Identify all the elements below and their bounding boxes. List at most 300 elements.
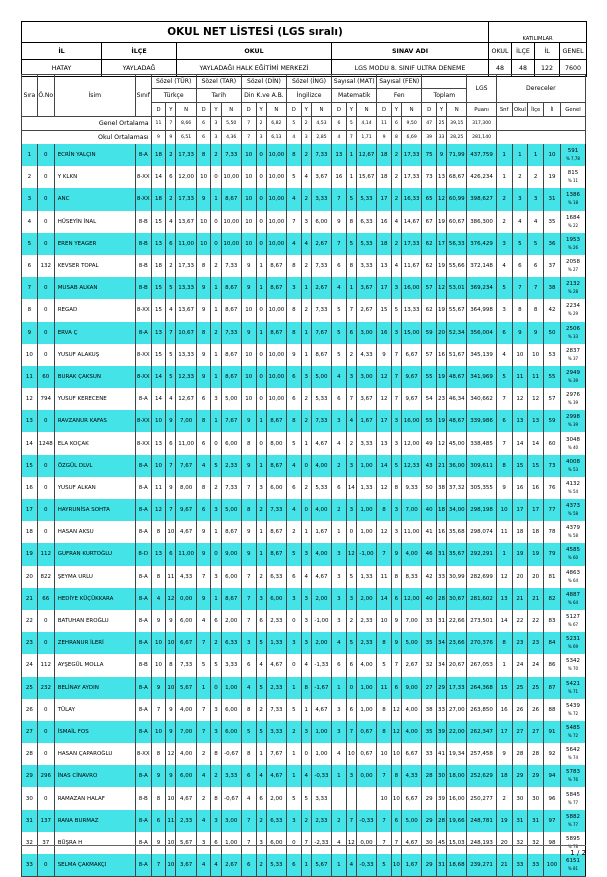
net-value-cell: 5 — [287, 166, 302, 188]
net-value-cell: 0,67 — [356, 721, 376, 743]
net-value-cell: 4,00 — [402, 721, 422, 743]
net-value-cell: 6,67 — [402, 344, 422, 366]
rank-value-cell: 23 — [528, 632, 544, 654]
net-value-cell: 40 — [422, 499, 437, 521]
rank-value-cell: 88 — [544, 699, 561, 721]
general-rank-value: 5882 — [565, 813, 580, 820]
net-value-cell: 10 — [166, 854, 176, 877]
average-value: 47 — [422, 117, 437, 131]
net-value-cell: 1 — [287, 677, 302, 699]
net-value-cell: 3 — [346, 499, 356, 521]
rank-cell: 17 — [22, 499, 38, 521]
table-row — [22, 366, 586, 388]
table-row — [22, 832, 586, 854]
net-value-cell: 22,00 — [447, 721, 467, 743]
net-value-cell: 14 — [377, 588, 392, 610]
net-value-cell: 7,00 — [176, 410, 196, 432]
rank-value-cell: 4 — [496, 255, 512, 277]
net-value-cell: 10 — [391, 854, 401, 877]
net-value-cell: -0,33 — [311, 765, 331, 787]
average-value: 3 — [211, 131, 221, 145]
net-value-cell: 3 — [287, 277, 302, 299]
net-value-cell: 16,00 — [447, 787, 467, 809]
net-value-cell: 7,33 — [221, 144, 241, 166]
net-value-cell: 9 — [196, 188, 211, 210]
net-value-cell: 14 — [377, 455, 392, 477]
general-rank-value: 1386 — [565, 192, 580, 199]
table-row — [22, 521, 586, 543]
class-cell: 8-XX — [135, 743, 151, 765]
general-rank-value: 5845 — [565, 791, 580, 798]
net-value-cell: 9 — [241, 543, 256, 565]
net-value-cell: 5,67 — [176, 832, 196, 854]
net-value-cell: 1,67 — [311, 521, 331, 543]
net-value-cell: 10 — [166, 632, 176, 654]
net-value-cell: 15,00 — [402, 322, 422, 344]
net-value-cell: 15 — [151, 211, 166, 233]
net-value-cell: 5,00 — [221, 499, 241, 521]
general-rank-cell — [560, 854, 585, 877]
net-value-cell: 17,33 — [447, 677, 467, 699]
net-value-cell: 7 — [377, 543, 392, 565]
dyn-label: D — [287, 103, 302, 117]
lgs-score-cell: 369,234 — [467, 277, 496, 299]
net-value-cell: -0,67 — [221, 743, 241, 765]
net-value-cell: 5,33 — [266, 854, 286, 877]
general-rank-percent: % 28 — [567, 289, 579, 295]
net-value-cell: 1 — [211, 521, 221, 543]
net-value-cell: 9 — [166, 765, 176, 787]
net-value-cell: 8 — [287, 299, 302, 321]
net-value-cell: 3,00 — [356, 366, 376, 388]
table-row — [22, 188, 586, 210]
rank-value-cell: 78 — [544, 521, 561, 543]
katilim-okul-value: 48 — [489, 60, 512, 77]
net-value-cell: 2,00 — [221, 610, 241, 632]
net-value-cell: 57 — [422, 344, 437, 366]
net-value-cell: 8 — [151, 743, 166, 765]
rank-value-cell: 1 — [528, 144, 544, 166]
net-value-cell: 2 — [301, 810, 311, 832]
net-value-cell: 9 — [151, 610, 166, 632]
net-value-cell: 7 — [377, 810, 392, 832]
net-value-cell: 6,00 — [221, 699, 241, 721]
net-value-cell: 2 — [211, 477, 221, 499]
rank-value-cell: 76 — [544, 477, 561, 499]
student-name-cell: RAMAZAN HALAF — [54, 787, 135, 809]
net-value-cell: 2,00 — [311, 588, 331, 610]
average-value: 6,82 — [266, 117, 286, 131]
net-value-cell: 5,33 — [311, 388, 331, 410]
net-value-cell: 1 — [301, 432, 311, 454]
general-rank-percent: % 72 — [567, 732, 579, 738]
rank-value-cell: 55 — [544, 366, 561, 388]
general-rank-value: 815 — [567, 170, 579, 177]
rank-value-cell: 18 — [496, 765, 512, 787]
general-rank-cell — [560, 743, 585, 765]
net-value-cell: -0,67 — [221, 787, 241, 809]
dyn-label: D — [196, 103, 211, 117]
net-value-cell: 3 — [211, 566, 221, 588]
net-value-cell: 10 — [241, 188, 256, 210]
average-value: 3 — [211, 117, 221, 131]
general-rank-percent: % 69 — [567, 644, 579, 650]
average-value: 6 — [196, 117, 211, 131]
net-value-cell: 3,67 — [176, 854, 196, 877]
rank-value-cell: 10 — [544, 144, 561, 166]
lgs-score-cell: 250,277 — [467, 787, 496, 809]
net-value-cell: 6 — [287, 388, 302, 410]
net-value-cell: 10 — [241, 211, 256, 233]
general-rank-value: 5342 — [565, 658, 580, 665]
net-value-cell: 7 — [166, 322, 176, 344]
net-value-cell: 9 — [151, 832, 166, 854]
general-rank-cell — [560, 677, 585, 699]
general-rank-cell — [560, 188, 585, 210]
net-value-cell: 3 — [301, 366, 311, 388]
net-value-cell: 4 — [301, 566, 311, 588]
net-value-cell: 4,00 — [176, 743, 196, 765]
net-value-cell: 3,33 — [311, 787, 331, 809]
general-rank-value: 2234 — [565, 303, 580, 310]
net-value-cell: 7 — [196, 699, 211, 721]
net-value-cell: 9 — [196, 299, 211, 321]
average-value: 11 — [151, 117, 166, 131]
net-value-cell: 8 — [346, 211, 356, 233]
net-value-cell: 18 — [151, 144, 166, 166]
rank-cell: 21 — [22, 588, 38, 610]
net-value-cell: 4,33 — [356, 344, 376, 366]
net-value-cell: 0 — [301, 499, 311, 521]
net-value-cell: 18 — [151, 255, 166, 277]
net-value-cell: 35,67 — [447, 543, 467, 565]
net-value-cell: 3 — [332, 543, 347, 565]
net-value-cell: 1 — [346, 166, 356, 188]
general-rank-percent: % 81 — [567, 866, 579, 872]
net-value-cell: 4 — [332, 366, 347, 388]
student-no-cell: 0 — [37, 499, 54, 521]
net-value-cell: 7 — [391, 832, 401, 854]
net-value-cell: 41 — [422, 521, 437, 543]
net-value-cell: 7 — [391, 344, 401, 366]
net-value-cell: 0 — [256, 388, 266, 410]
net-value-cell: 8 — [196, 144, 211, 166]
net-value-cell: 4 — [332, 277, 347, 299]
net-value-cell: 0 — [256, 344, 266, 366]
net-value-cell: 10 — [377, 743, 392, 765]
net-list-table — [21, 74, 586, 877]
net-value-cell: 51,67 — [447, 344, 467, 366]
net-value-cell: 1 — [332, 677, 347, 699]
general-rank-percent: % 18 — [567, 200, 579, 206]
rank-value-cell: 21 — [528, 588, 544, 610]
class-cell: 8-B — [135, 277, 151, 299]
net-value-cell: 6,00 — [266, 477, 286, 499]
general-rank-value: 4887 — [565, 591, 580, 598]
dyn-label: Y — [166, 103, 176, 117]
net-value-cell: 18 — [436, 499, 446, 521]
net-value-cell: 6,33 — [356, 211, 376, 233]
net-value-cell: 4 — [241, 787, 256, 809]
general-rank-value: 5421 — [565, 680, 580, 687]
net-value-cell: 2 — [301, 188, 311, 210]
rank-value-cell: 8 — [512, 299, 528, 321]
student-no-cell: 0 — [37, 610, 54, 632]
net-value-cell: 6,67 — [402, 743, 422, 765]
net-value-cell: 5 — [241, 721, 256, 743]
net-value-cell: 10,00 — [266, 233, 286, 255]
average-value: 6 — [391, 117, 401, 131]
student-no-cell: 0 — [37, 477, 54, 499]
student-name-cell: ELA KOÇAK — [54, 432, 135, 454]
lgs-score-cell: 341,969 — [467, 366, 496, 388]
net-value-cell: 2 — [332, 810, 347, 832]
net-value-cell: 1 — [256, 455, 266, 477]
net-value-cell: 6 — [151, 810, 166, 832]
net-value-cell: 13 — [151, 233, 166, 255]
group-blank — [422, 75, 467, 89]
dyn-label: N — [221, 103, 241, 117]
rank-value-cell: 6 — [528, 255, 544, 277]
table-row — [22, 322, 586, 344]
net-value-cell: 14,67 — [402, 211, 422, 233]
net-value-cell: 23 — [436, 388, 446, 410]
rank-cell: 14 — [22, 432, 38, 454]
rank-value-cell: 23 — [512, 632, 528, 654]
table-row — [22, 699, 586, 721]
net-value-cell: 3 — [241, 632, 256, 654]
student-name-cell: AYŞEGÜL MOLLA — [54, 654, 135, 676]
rank-value-cell: 31 — [528, 810, 544, 832]
net-value-cell: 0 — [211, 432, 221, 454]
net-value-cell: 18 — [377, 166, 392, 188]
net-value-cell: 62 — [422, 299, 437, 321]
general-rank-cell — [560, 566, 585, 588]
rank-value-cell: 7 — [496, 432, 512, 454]
lgs-score-cell: 437,759 — [467, 144, 496, 166]
net-value-cell: 5 — [391, 299, 401, 321]
net-value-cell: 10 — [196, 166, 211, 188]
net-value-cell: 9 — [196, 277, 211, 299]
page-number: 1 / 2 — [570, 849, 586, 857]
net-value-cell: 55 — [422, 410, 437, 432]
rank-value-cell: 3 — [496, 233, 512, 255]
rank-cell: 33 — [22, 854, 38, 877]
net-value-cell: 4,00 — [356, 654, 376, 676]
rank-value-cell: 86 — [544, 654, 561, 676]
net-value-cell: 7 — [151, 699, 166, 721]
general-rank-percent: % 11 — [567, 178, 579, 184]
net-value-cell: 8 — [287, 410, 302, 432]
net-value-cell: 18 — [151, 188, 166, 210]
net-value-cell: 1 — [332, 765, 347, 787]
net-value-cell: 3 — [332, 588, 347, 610]
lgs-score-cell: 239,271 — [467, 854, 496, 877]
student-no-cell: 112 — [37, 543, 54, 565]
net-value-cell: 6,00 — [266, 588, 286, 610]
student-name-cell: İNAS CİNAVRO — [54, 765, 135, 787]
net-value-cell: 2 — [211, 255, 221, 277]
net-value-cell: 4 — [256, 654, 266, 676]
general-rank-value: 6151 — [565, 858, 580, 865]
dyn-label: N — [447, 103, 467, 117]
average-row-genel — [22, 117, 586, 131]
net-value-cell: 35,68 — [447, 521, 467, 543]
subject-din: Din K.ve A.B. — [241, 89, 286, 103]
net-value-cell: -1,33 — [311, 654, 331, 676]
net-value-cell: 2 — [346, 344, 356, 366]
rank-value-cell: 19 — [528, 543, 544, 565]
net-value-cell: 4 — [301, 233, 311, 255]
student-no-cell: 0 — [37, 632, 54, 654]
net-value-cell: 4,00 — [402, 699, 422, 721]
net-value-cell: 35 — [422, 632, 437, 654]
average-value: 9 — [151, 131, 166, 145]
net-value-cell: 6 — [391, 810, 401, 832]
net-value-cell: 1 — [301, 521, 311, 543]
average-value: 5,50 — [221, 117, 241, 131]
rank-value-cell: 96 — [544, 787, 561, 809]
net-value-cell: 10 — [241, 344, 256, 366]
net-value-cell: 3,00 — [356, 322, 376, 344]
net-value-cell: 7 — [346, 388, 356, 410]
general-rank-value: 2998 — [565, 414, 580, 421]
general-rank-cell — [560, 654, 585, 676]
rank-value-cell: 27 — [528, 721, 544, 743]
net-value-cell: 8 — [377, 699, 392, 721]
rank-value-cell: 11 — [528, 366, 544, 388]
lgs-score-cell: 298,074 — [467, 521, 496, 543]
group-ing: Sözel (İNG) — [287, 75, 332, 89]
net-value-cell: 8 — [391, 566, 401, 588]
rank-value-cell: 42 — [544, 299, 561, 321]
net-value-cell: 11,67 — [402, 255, 422, 277]
net-value-cell: 8,67 — [221, 521, 241, 543]
net-value-cell: 9 — [166, 610, 176, 632]
rank-value-cell: 19 — [512, 543, 528, 565]
rank-value-cell: 10 — [512, 344, 528, 366]
net-value-cell: 13,33 — [176, 277, 196, 299]
net-value-cell: 10,00 — [266, 299, 286, 321]
general-rank-percent: % 58 — [567, 511, 579, 517]
class-cell: 8-XX — [135, 166, 151, 188]
net-value-cell: 3,33 — [356, 432, 376, 454]
net-value-cell: 17,33 — [402, 144, 422, 166]
net-value-cell: 6,67 — [176, 632, 196, 654]
general-rank-cell — [560, 410, 585, 432]
net-value-cell: 1 — [211, 188, 221, 210]
rank-value-cell: 37 — [544, 255, 561, 277]
net-value-cell: 7 — [196, 632, 211, 654]
net-value-cell: 10 — [196, 233, 211, 255]
net-value-cell: 11,00 — [402, 521, 422, 543]
class-cell: 8-A — [135, 588, 151, 610]
net-value-cell: 6 — [166, 233, 176, 255]
rank-value-cell: 18 — [528, 521, 544, 543]
student-no-cell: 0 — [37, 521, 54, 543]
lgs-score-cell: 376,429 — [467, 233, 496, 255]
student-name-cell: ECRİN YALÇIN — [54, 144, 135, 166]
net-value-cell: 2,33 — [266, 610, 286, 632]
rank-cell: 30 — [22, 787, 38, 809]
net-value-cell: 1 — [346, 277, 356, 299]
net-value-cell: 9 — [196, 344, 211, 366]
dyn-label: Y — [211, 103, 221, 117]
student-no-cell: 0 — [37, 322, 54, 344]
dyn-label: N — [266, 103, 286, 117]
table-row — [22, 144, 586, 166]
net-value-cell: 15,03 — [447, 832, 467, 854]
class-cell: 8-A — [135, 388, 151, 410]
average-value: 7 — [241, 131, 256, 145]
rank-value-cell: 30 — [528, 787, 544, 809]
net-value-cell: 0 — [256, 432, 266, 454]
net-value-cell: 8 — [196, 322, 211, 344]
katilim-genel-label: GENEL — [560, 43, 587, 60]
general-rank-cell — [560, 388, 585, 410]
dyn-label: D — [241, 103, 256, 117]
net-value-cell: 13 — [436, 166, 446, 188]
average-value: 2,85 — [311, 131, 331, 145]
net-value-cell: 5,33 — [311, 477, 331, 499]
general-rank-cell — [560, 322, 585, 344]
general-rank-cell — [560, 277, 585, 299]
general-rank-value: 2976 — [565, 392, 580, 399]
rank-cell: 22 — [22, 610, 38, 632]
net-value-cell: 8,67 — [221, 344, 241, 366]
class-cell: 8-XX — [135, 410, 151, 432]
lgs-score-cell: 372,148 — [467, 255, 496, 277]
net-value-cell: 55,66 — [447, 255, 467, 277]
rank-value-cell: 82 — [544, 588, 561, 610]
rank-value-cell: 7 — [496, 388, 512, 410]
net-value-cell: 3 — [287, 810, 302, 832]
il-value: HATAY — [22, 60, 102, 77]
net-value-cell: 8,67 — [221, 299, 241, 321]
net-value-cell: 9,67 — [402, 366, 422, 388]
net-value-cell: 8 — [196, 255, 211, 277]
net-value-cell: 4,00 — [311, 455, 331, 477]
rank-value-cell: 4 — [528, 211, 544, 233]
net-value-cell: 9 — [436, 144, 446, 166]
net-value-cell: 13 — [151, 543, 166, 565]
net-value-cell: 57 — [422, 277, 437, 299]
net-value-cell: 65 — [422, 188, 437, 210]
average-value: 1,71 — [356, 131, 376, 145]
student-no-cell: 0 — [37, 277, 54, 299]
class-cell: 8-B — [135, 233, 151, 255]
class-cell: 8-A — [135, 144, 151, 166]
net-value-cell: -1,00 — [311, 610, 331, 632]
net-value-cell: 7 — [241, 832, 256, 854]
net-value-cell: 4 — [196, 455, 211, 477]
rank-value-cell: 57 — [544, 388, 561, 410]
net-value-cell: 5,00 — [402, 810, 422, 832]
rank-value-cell: 14 — [528, 432, 544, 454]
net-value-cell: 9,00 — [221, 543, 241, 565]
rank-cell: 1 — [22, 144, 38, 166]
rank-value-cell: 13 — [496, 588, 512, 610]
net-value-cell: 13 — [377, 432, 392, 454]
table-row — [22, 810, 586, 832]
general-rank-value: 5439 — [565, 702, 580, 709]
net-value-cell: 3 — [211, 388, 221, 410]
net-value-cell: 43 — [422, 455, 437, 477]
rank-value-cell: 11 — [496, 521, 512, 543]
rank-value-cell: 5 — [496, 366, 512, 388]
net-value-cell: 4,67 — [311, 566, 331, 588]
net-value-cell: 11 — [151, 477, 166, 499]
